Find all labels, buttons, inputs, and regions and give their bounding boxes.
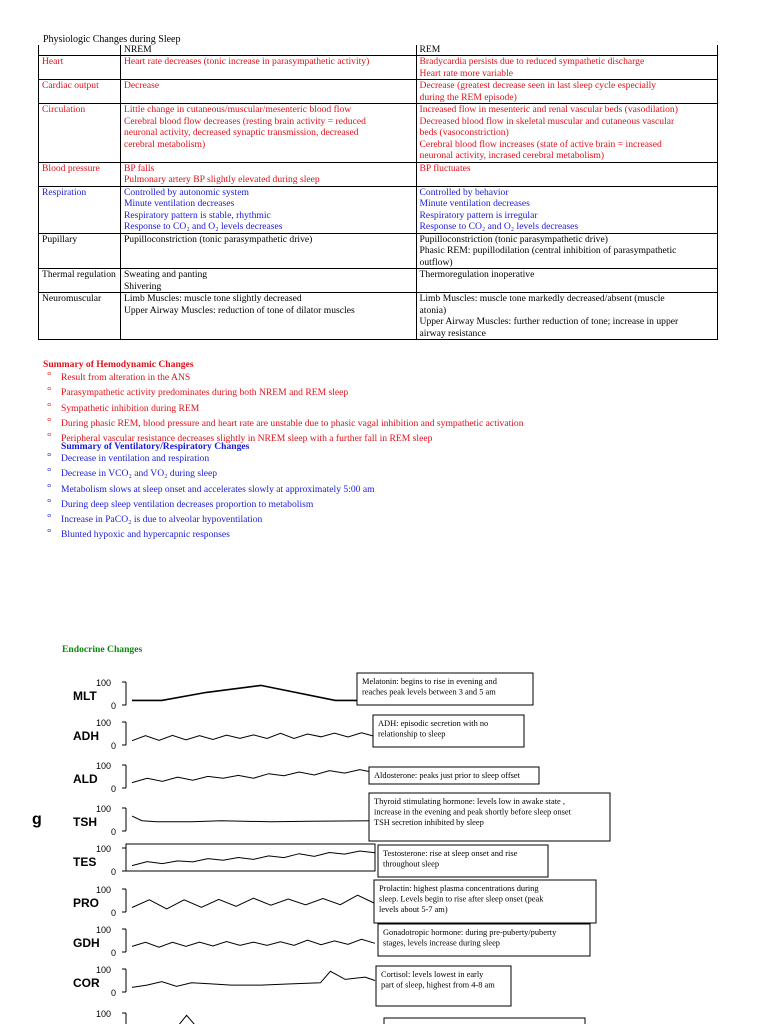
nrem-cell-line: Upper Airway Muscles: reduction of tone of dilator muscles (123, 304, 355, 316)
callout-text: Gonadotropic hormone: during pre-puberty/puberty (383, 928, 557, 937)
rem-cell-line: during the REM episode) (419, 91, 517, 103)
row-label: Blood pressure (39, 162, 121, 186)
callout-text: Testosterone: rise at sleep onset and rise (383, 849, 518, 858)
table-row (39, 162, 718, 186)
tick-label-100: 100 (96, 678, 112, 688)
tick-label-0: 0 (111, 867, 117, 877)
table-row (39, 233, 718, 269)
callout-text: reaches peak levels between 3 and 5 am (362, 687, 496, 697)
rem-cell-line: Pupilloconstriction (tonic parasympathetic drive) (419, 233, 608, 245)
tick-label-100: 100 (96, 804, 112, 814)
hormone-trace (132, 851, 375, 866)
row-label: Thermal regulation (39, 269, 121, 293)
rem-cell (416, 162, 717, 186)
table-row (39, 186, 718, 233)
row-label: Circulation (39, 104, 121, 163)
nrem-cell-line: Response to CO₂ and O₂ levels decreases (123, 221, 283, 232)
nrem-cell-line: Decrease (123, 80, 160, 91)
nrem-cell (120, 80, 416, 104)
nrem-cell-line: Shivering (123, 280, 162, 292)
rem-cell-line: Heart rate more variable (419, 67, 514, 79)
hemodynamic-list (43, 370, 524, 446)
row-label: Pupillary (39, 233, 121, 269)
rem-cell-line: Increased flow in mesenteric and renal vascular beds (vasodilation) (419, 104, 678, 115)
tick-label-0: 0 (111, 701, 117, 711)
rem-cell-line: Decreased blood flow in skeletal muscular and cutaneous vascular (419, 115, 675, 127)
rem-cell (416, 293, 717, 340)
tick-label-100: 100 (96, 718, 112, 728)
rem-cell-line: Thermoregulation inoperative (419, 269, 535, 280)
tick-label-100: 100 (96, 1009, 112, 1019)
header-rem: REM (416, 45, 717, 56)
list-item: ° During phasic REM, blood pressure and heart rate are unstable due to phasic vagal inhibition and sympathetic activation (43, 416, 524, 431)
hormone-label: TES (73, 855, 97, 869)
rem-cell-line: airway resistance (419, 327, 486, 339)
header-blank (39, 45, 121, 56)
table-row (39, 293, 718, 340)
hormone-label: MLT (73, 689, 97, 703)
table-row (39, 269, 718, 293)
rem-cell-line: Cerebral blood flow increases (state of active brain = increased (419, 138, 662, 150)
ventilatory-heading: Summary of Ventilatory/Respiratory Changes (61, 441, 250, 452)
callout-text: levels about 5-7 am) (379, 905, 448, 914)
table-row (39, 80, 718, 104)
header-nrem: NREM (120, 45, 416, 56)
callout-text: ADH: episodic secretion with no (378, 719, 489, 728)
hormone-label: ADH (73, 729, 99, 743)
nrem-cell-line: Heart rate decreases (tonic increase in parasympathetic activity) (123, 56, 370, 67)
callout-box (384, 1018, 585, 1024)
nrem-cell-line: Pulmonary artery BP slightly elevated during sleep (123, 174, 320, 185)
rem-cell-line: neuronal activity, incrased cerebral metabolism) (419, 150, 605, 161)
tick-label-100: 100 (96, 885, 112, 895)
rem-cell-line: Bradycardia persists due to reduced sympathetic discharge (419, 56, 645, 67)
row-label: Heart (39, 56, 121, 80)
hormone-label: PRO (73, 896, 100, 910)
callout-text: part of sleep, highest from 4-8 am (381, 980, 495, 990)
row-label: Respiration (39, 186, 121, 233)
tick-label-0: 0 (111, 948, 117, 958)
endocrine-heading: Endocrine Changes (62, 644, 143, 655)
nrem-cell (120, 104, 416, 163)
hormone-trace (132, 770, 375, 783)
table-row (39, 56, 718, 80)
callout-text: Prolactin: highest plasma concentrations during (379, 884, 539, 893)
nrem-cell-line: Sweating and panting (123, 269, 208, 280)
list-item: ° Peripheral vascular resistance decreases slightly in NREM sleep with a further fall in REM sleep (43, 431, 524, 446)
rem-cell (416, 186, 717, 233)
side-glyph: g (32, 811, 42, 828)
callout-text: throughout sleep (383, 859, 440, 869)
hormone-trace (132, 971, 375, 987)
tick-label-100: 100 (96, 965, 112, 975)
callout-text: Thyroid stimulating hormone: levels low in awake state , (374, 797, 565, 806)
tick-label-100: 100 (96, 844, 112, 854)
hormone-trace (132, 685, 375, 700)
tick-label-0: 0 (111, 741, 117, 751)
list-item: ° Metabolism slows at sleep onset and accelerates slowly at approximately 5:00 am (43, 482, 375, 497)
table-header-row (39, 45, 718, 56)
row-label: Neuromuscular (39, 293, 121, 340)
table-row (39, 104, 718, 163)
tick-label-0: 0 (111, 908, 117, 918)
nrem-cell-line: Pupilloconstriction (tonic parasympathetic drive) (123, 233, 313, 245)
hormone-label: GDH (73, 936, 100, 950)
nrem-cell-line: Limb Muscles: muscle tone slightly decreased (123, 293, 302, 304)
list-item: ° Increase in PaCO₂ is due to alveolar hypoventilation (43, 512, 375, 527)
tick-label-0: 0 (111, 988, 117, 998)
nrem-cell (120, 186, 416, 233)
hormone-trace (132, 733, 375, 741)
callout-text: sleep. Levels begin to rise after sleep onset (peak (379, 894, 544, 904)
rem-cell-line: Minute ventilation decreases (419, 198, 530, 209)
list-item: ° Blunted hypoxic and hypercapnic responses (43, 527, 375, 542)
tick-label-100: 100 (96, 761, 112, 771)
rem-cell-line: Limb Muscles: muscle tone markedly decreased/absent (muscle (419, 293, 665, 304)
row-label: Cardiac output (39, 80, 121, 104)
list-item: ° During deep sleep ventilation decreases proportion to metabolism (43, 497, 375, 512)
rem-cell (416, 233, 717, 269)
hormone-label: ALD (73, 772, 98, 786)
nrem-cell-line: cerebral metabolism) (123, 138, 206, 150)
list-item: ° Result from alteration in the ANS (43, 370, 524, 385)
hormone-label: COR (73, 976, 100, 990)
endocrine-chart (0, 660, 768, 1024)
nrem-cell (120, 269, 416, 293)
tick-label-0: 0 (111, 827, 117, 837)
nrem-cell (120, 162, 416, 186)
tick-label-0: 0 (111, 784, 117, 794)
nrem-cell (120, 233, 416, 269)
callout-text: TSH secretion inhibited by sleep (374, 818, 484, 827)
list-item: ° Decrease in ventilation and respiration (43, 451, 375, 466)
nrem-cell-line: Minute ventilation decreases (123, 198, 235, 209)
nrem-cell-line: Controlled by autonomic system (123, 186, 249, 198)
callout-text: Aldosterone: peaks just prior to sleep offset (374, 771, 520, 780)
list-item: ° Decrease in VCO₂ and VO₂ during sleep (43, 466, 375, 481)
rem-cell-line: Decrease (greatest decrease seen in last sleep cycle especially (419, 80, 657, 91)
rem-cell-line: Upper Airway Muscles: further reduction of tone; increase in upper (419, 316, 679, 327)
rem-cell-line: outflow) (419, 256, 453, 268)
rem-cell-line: beds (vasoconstriction) (419, 127, 509, 138)
rem-cell-line: Phasic REM: pupillodilation (central inhibition of parasympathetic (419, 245, 677, 256)
nrem-cell-line: neuronal activity, decreased synaptic transmission, decreased (123, 127, 359, 138)
rem-cell-line: Response to CO₂ and O₂ levels decreases (419, 221, 579, 232)
rem-cell-line: Controlled by behavior (419, 186, 509, 198)
callout-text: Melatonin: begins to rise in evening and (362, 677, 497, 686)
callout-text: Cortisol: levels lowest in early (381, 970, 484, 979)
nrem-cell-line: BP falls (123, 162, 155, 174)
callout-text: increase in the evening and peak shortly before sleep onset (374, 807, 571, 817)
ventilatory-list (43, 451, 375, 543)
rem-cell (416, 80, 717, 104)
nrem-cell (120, 293, 416, 340)
rem-cell-line: Respiratory pattern is irregular (419, 209, 538, 221)
tes-plot-frame (126, 844, 375, 871)
nrem-cell (120, 56, 416, 80)
nrem-cell-line: Cerebral blood flow decreases (resting brain activity = reduced (123, 115, 366, 127)
list-item: ° Sympathetic inhibition during REM (43, 401, 524, 416)
hormone-label: TSH (73, 815, 97, 829)
nrem-cell-line: Little change in cutaneous/muscular/mesenteric blood flow (123, 104, 352, 115)
hemodynamic-heading: Summary of Hemodynamic Changes (43, 359, 194, 370)
hormone-trace (132, 816, 375, 822)
physiologic-changes-table (38, 45, 718, 340)
rem-cell (416, 104, 717, 163)
callout-text: relationship to sleep (378, 729, 446, 739)
list-item: ° Parasympathetic activity predominates during both NREM and REM sleep (43, 385, 524, 400)
rem-cell-line: atonia) (419, 304, 447, 316)
rem-cell (416, 269, 717, 293)
rem-cell-line: BP fluctuates (419, 162, 471, 174)
nrem-cell-line: Respiratory pattern is stable, rhythmic (123, 209, 271, 221)
hormone-trace (132, 939, 375, 947)
tick-label-100: 100 (96, 925, 112, 935)
rem-cell (416, 56, 717, 80)
callout-text: stages, levels increase during sleep (383, 938, 500, 948)
hormone-trace (132, 895, 375, 909)
document-title: Physiologic Changes during Sleep (43, 34, 181, 45)
hormone-trace (132, 1015, 197, 1024)
